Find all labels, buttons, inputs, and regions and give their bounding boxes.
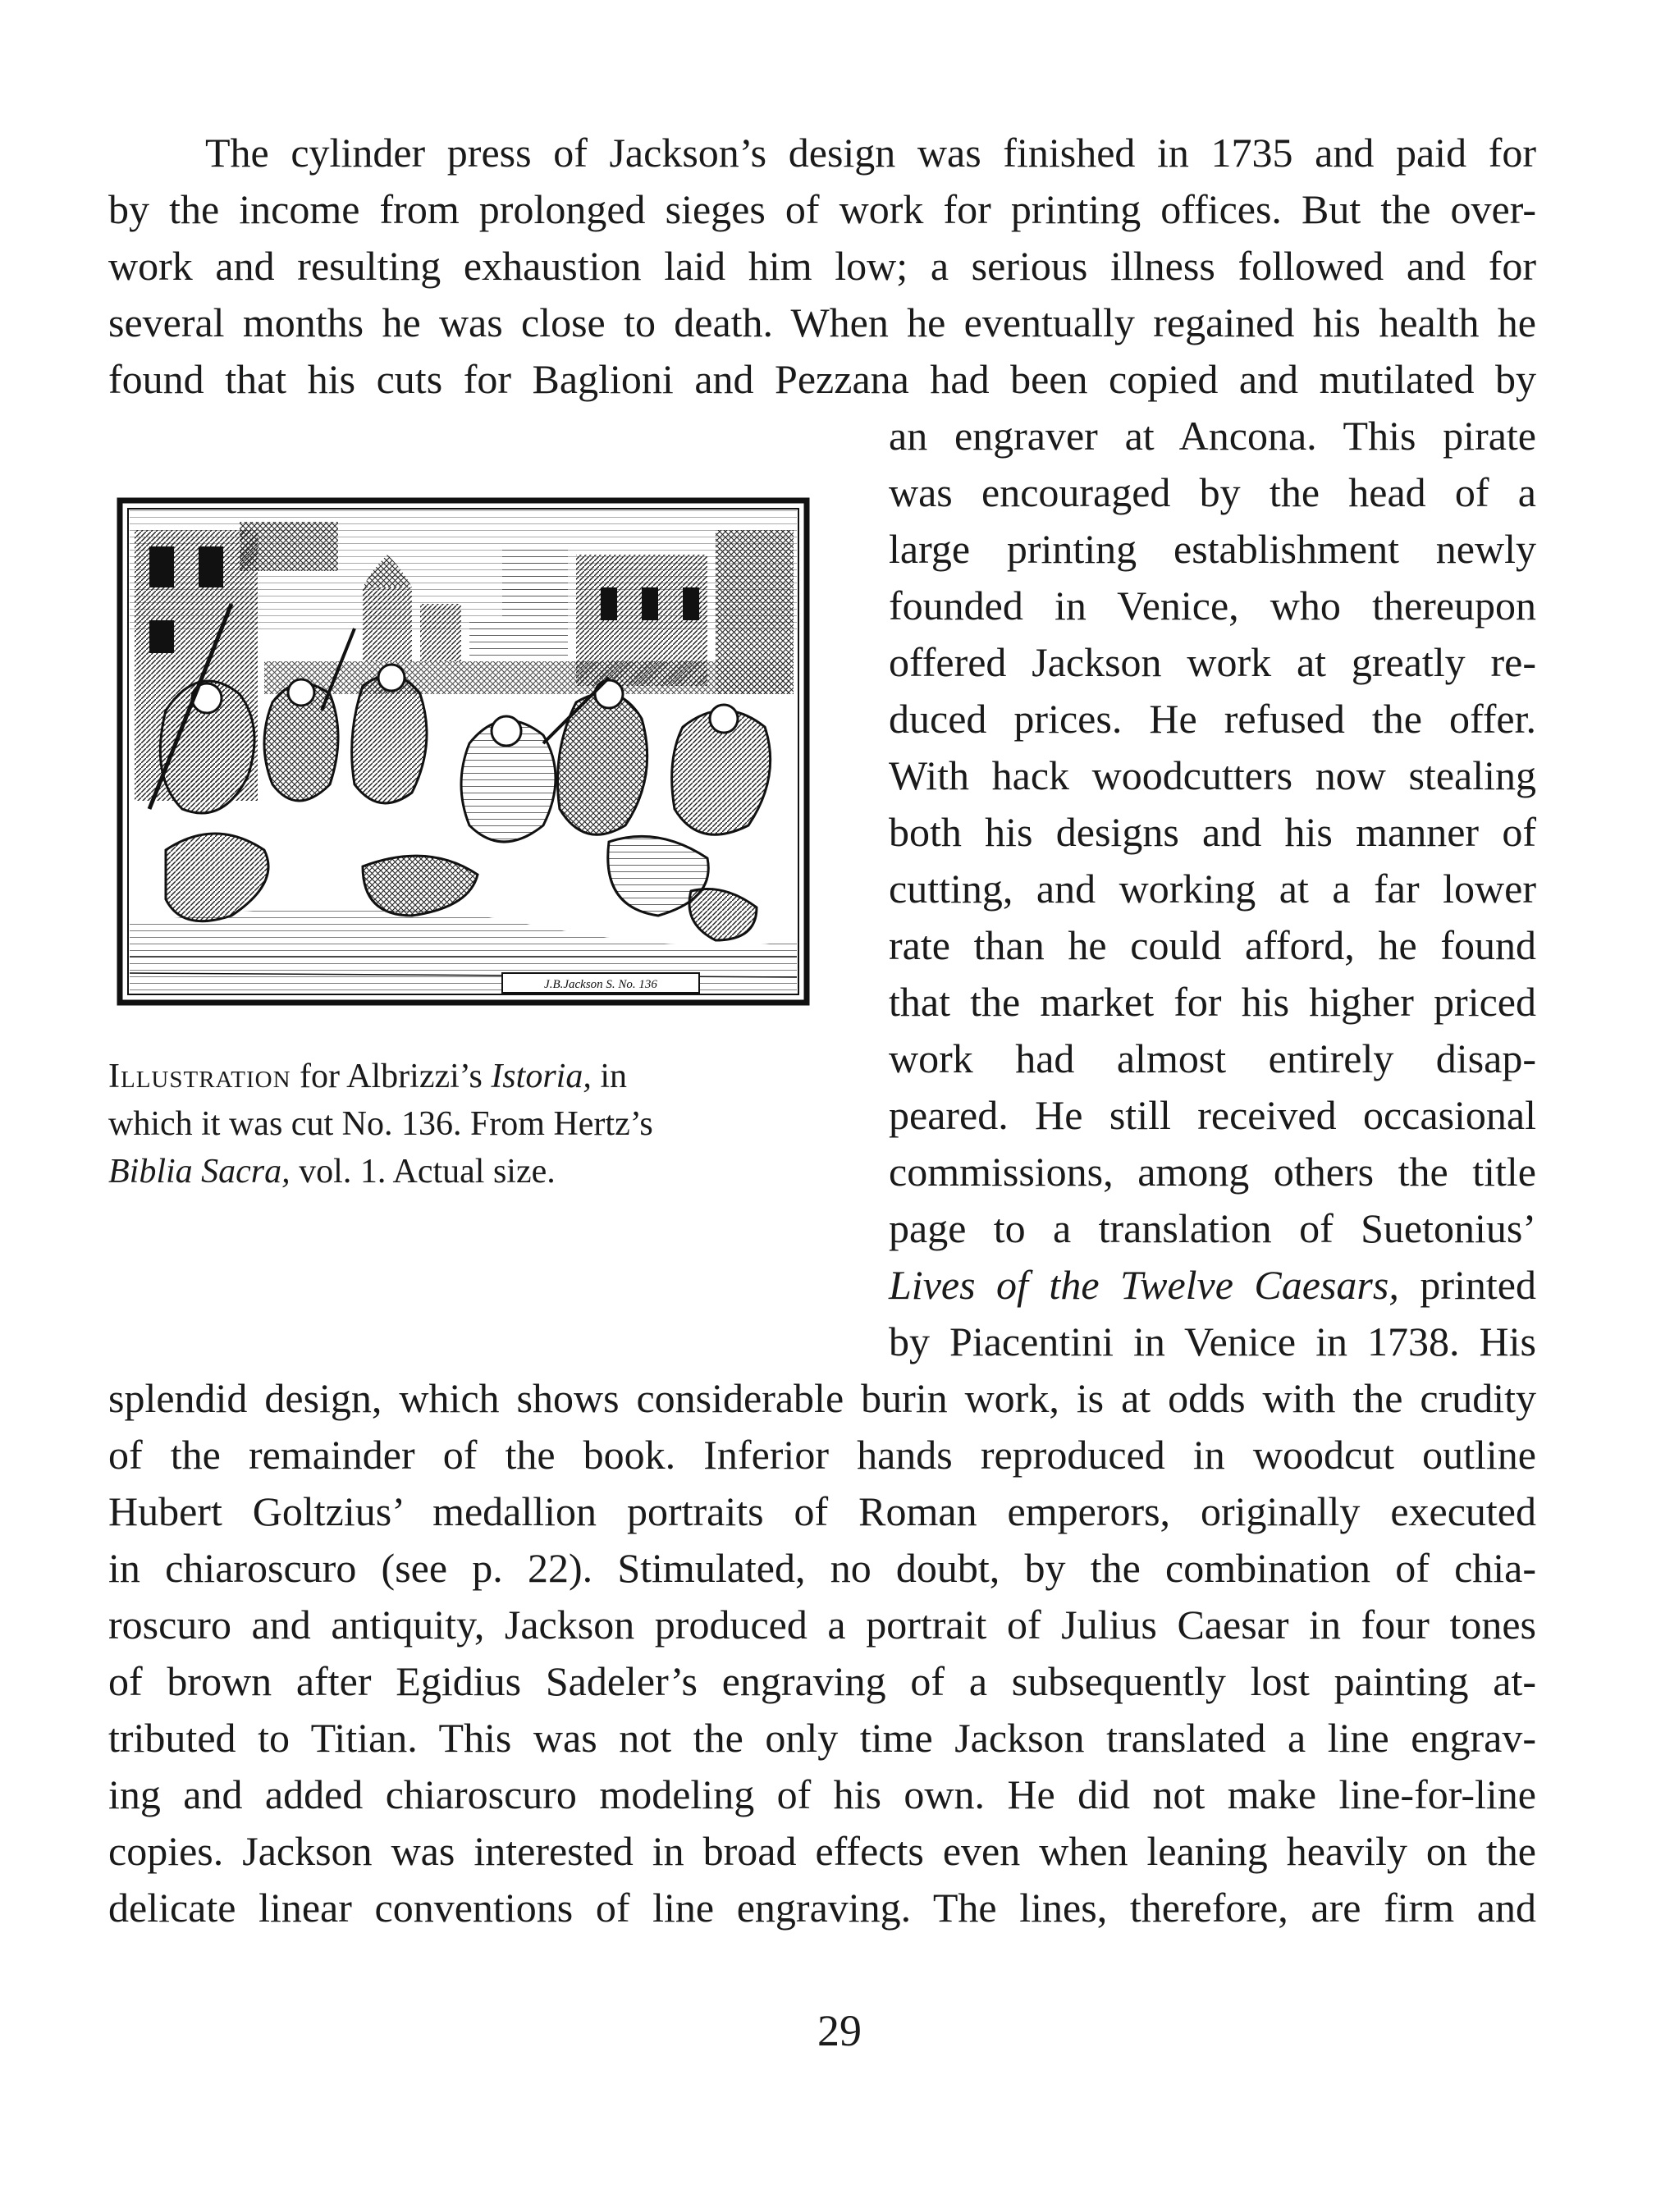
caption-text: in	[591, 1058, 627, 1095]
text-line: rate than he could afford, he found	[889, 922, 1536, 968]
caption-text: vol. 1. Actual size.	[290, 1153, 556, 1191]
text-line: work had almost entirely disap-	[889, 1035, 1536, 1081]
text-line: founded in Venice, who thereupon	[889, 583, 1536, 628]
text-line: work and resulting exhaustion laid him low; a serious illness followed and for	[108, 243, 1536, 289]
text-line: commissions, among others the title	[889, 1149, 1536, 1195]
text-line: cutting, and working at a far lower	[889, 866, 1536, 912]
caption-title-italic: Istoria,	[491, 1058, 592, 1095]
engraver-signature: J.B.Jackson S. No. 136	[544, 978, 657, 991]
woodcut-image	[117, 497, 810, 1006]
text-fragment: printed	[1398, 1262, 1536, 1308]
text-line: by the income from prolonged sieges of work for printing offices. But the over-	[108, 186, 1536, 232]
text-line: delicate linear conventions of line engraving. The lines, therefore, are firm and	[108, 1885, 1536, 1931]
text-line: several months he was close to death. When he eventually regained his health he	[108, 299, 1536, 345]
caption-label: Illustration	[108, 1058, 291, 1095]
figure-caption-line	[108, 1053, 830, 1100]
text-line: large printing establishment newly	[889, 526, 1536, 572]
text-line: of the remainder of the book. Inferior hands reproduced in woodcut outline	[108, 1432, 1536, 1478]
text-line: roscuro and antiquity, Jackson produced a portrait of Julius Caesar in four tones	[108, 1602, 1536, 1648]
woodcut-illustration	[117, 497, 810, 1006]
text-line: that the market for his higher priced	[889, 979, 1536, 1025]
text-line: The cylinder press of Jackson’s design was finished in 1735 and paid for	[205, 130, 1536, 176]
text-line: copies. Jackson was interested in broad effects even when leaning heavily on the	[108, 1828, 1536, 1874]
figure-caption-line	[108, 1148, 830, 1195]
figure-caption-line: which it was cut No. 136. From Hertz’s	[108, 1105, 653, 1143]
caption-text: for Albrizzi’s	[291, 1058, 492, 1095]
text-line: was encouraged by the head of a	[889, 469, 1536, 515]
caption-title-italic: Biblia Sacra,	[108, 1153, 291, 1191]
text-line: With hack woodcutters now stealing	[889, 752, 1536, 798]
book-title-italic: Lives of the Twelve Caesars,	[889, 1262, 1399, 1308]
text-line: by Piacentini in Venice in 1738. His	[889, 1319, 1536, 1364]
text-line: page to a translation of Suetonius’	[889, 1205, 1536, 1251]
text-line: splendid design, which shows considerable burin work, is at odds with the crudity	[108, 1375, 1536, 1421]
text-line: of brown after Egidius Sadeler’s engraving of a subsequently lost painting at-	[108, 1658, 1536, 1704]
text-line: offered Jackson work at greatly re-	[889, 639, 1536, 685]
text-line: found that his cuts for Baglioni and Pezzana had been copied and mutilated by	[108, 356, 1536, 402]
text-line: both his designs and his manner of	[889, 809, 1536, 855]
text-line: tributed to Titian. This was not the only time Jackson translated a line engrav-	[108, 1715, 1536, 1761]
text-line: ing and added chiaroscuro modeling of his own. He did not make line-for-line	[108, 1771, 1536, 1817]
text-line: duced prices. He refused the offer.	[889, 696, 1536, 742]
text-line: peared. He still received occasional	[889, 1092, 1536, 1138]
page-number: 29	[817, 2006, 862, 2055]
text-line-italic-title	[889, 1257, 1536, 1313]
text-line: an engraver at Ancona. This pirate	[889, 413, 1536, 459]
text-line: Hubert Goltzius’ medallion portraits of Roman emperors, originally executed	[108, 1488, 1536, 1534]
text-line: in chiaroscuro (see p. 22). Stimulated, no doubt, by the combination of chia-	[108, 1545, 1536, 1591]
